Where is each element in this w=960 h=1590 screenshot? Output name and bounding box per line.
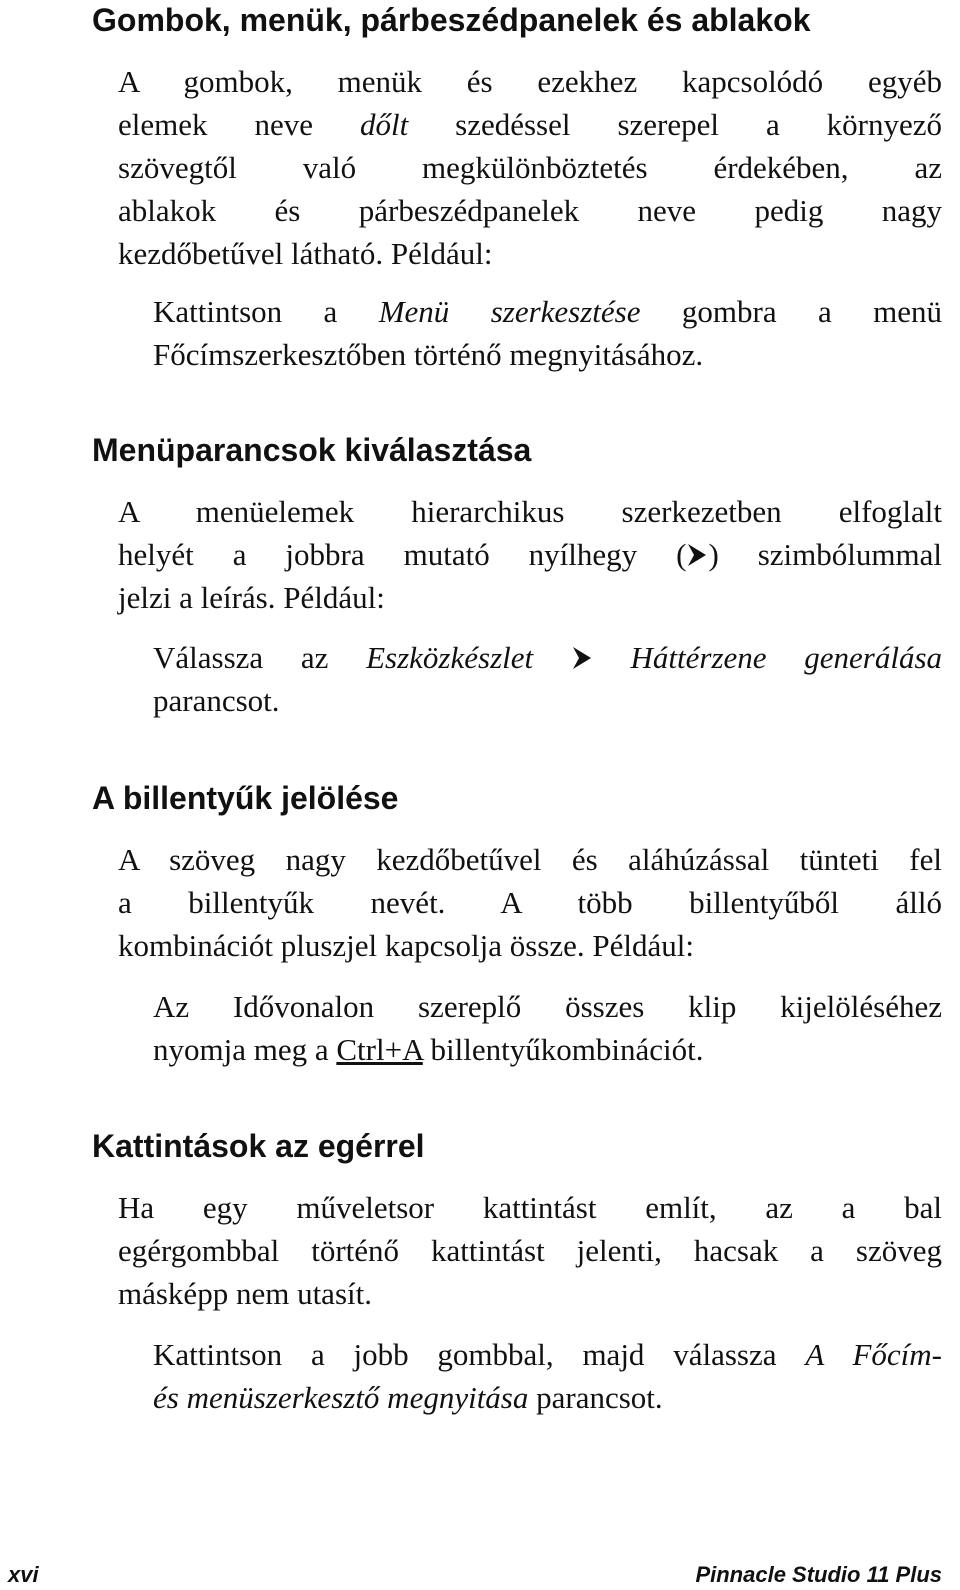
example-mouse-clicks [153, 1333, 942, 1419]
text-line: és menüszerkesztő megnyitása parancsot. [153, 1380, 663, 1415]
italic-term: Háttérzene generálása [630, 640, 943, 675]
text-line: parancsot. [153, 683, 280, 718]
text-line: Főcímszerkesztőben történő megnyitásához. [153, 337, 704, 372]
text-line: kombinációt pluszjel kapcsolja össze. Például: [118, 928, 694, 963]
text-line: A menüelemek hierarchikus szerkezetben elfoglalt [118, 494, 942, 529]
text-line: másképp nem utasít. [118, 1276, 372, 1311]
text-line: A szöveg nagy kezdőbetűvel és aláhúzással tünteti fel [118, 842, 942, 877]
text-line: Kattintson a jobb gombbal, majd válassza A Főcím- [153, 1337, 943, 1372]
heading-menu-commands: Menüparancsok kiválasztása [92, 432, 532, 468]
text-line: a billentyűk nevét. A több billentyűből álló [118, 885, 942, 920]
text-line: szövegtől való megkülönböztetés érdekében, az [118, 150, 942, 185]
product-name: Pinnacle Studio 11 Plus [695, 1562, 942, 1587]
paragraph-keys [118, 838, 942, 967]
example-menu-commands [153, 636, 942, 722]
text-line: Válassza az Eszközkészlet Háttérzene generálása [153, 640, 943, 675]
paragraph-mouse-clicks [118, 1186, 942, 1315]
italic-term: A Főcím- [805, 1337, 943, 1372]
italic-term: dőlt [359, 107, 409, 142]
text-line: nyomja meg a Ctrl+A billentyűkombinációt. [153, 1032, 704, 1067]
paragraph-buttons [118, 60, 942, 275]
text-line: jelzi a leírás. Például: [118, 580, 385, 615]
heading-buttons-menus: Gombok, menük, párbeszédpanelek és ablakok [92, 2, 811, 38]
italic-term: és menüszerkesztő megnyitása [153, 1380, 529, 1415]
page-footer [0, 1560, 960, 1590]
page-number: xvi [8, 1562, 39, 1587]
italic-term: Eszközkészlet [366, 640, 534, 675]
text-line: elemek neve dőlt szedéssel szerepel a környező [118, 107, 943, 142]
text-line: ablakok és párbeszédpanelek neve pedig nagy [118, 193, 942, 228]
text-line: Kattintson a Menü szerkesztése gombra a menü [153, 294, 943, 329]
italic-term: Menü szerkesztése [378, 294, 641, 329]
arrowhead-right-icon [571, 645, 593, 671]
text-line: Ha egy műveletsor kattintást említ, az a bal [118, 1190, 942, 1225]
arrowhead-right-icon [686, 542, 708, 568]
paragraph-menu-commands [118, 490, 942, 619]
heading-mouse-clicks: Kattintások az egérrel [92, 1128, 425, 1164]
text-line: helyét a jobbra mutató nyílhegy ( ) szimbólummal [118, 537, 942, 572]
text-line: kezdőbetűvel látható. Például: [118, 236, 493, 271]
key-combination: Ctrl+A [336, 1032, 423, 1067]
example-keys [153, 985, 942, 1071]
text-line: egérgombbal történő kattintást jelenti, hacsak a szöveg [118, 1233, 942, 1268]
example-buttons [153, 290, 942, 376]
heading-keys: A billentyűk jelölése [92, 780, 399, 816]
text-line: Az Idővonalon szereplő összes klip kijelöléséhez [153, 989, 942, 1024]
text-line: A gombok, menük és ezekhez kapcsolódó egyéb [118, 64, 942, 99]
